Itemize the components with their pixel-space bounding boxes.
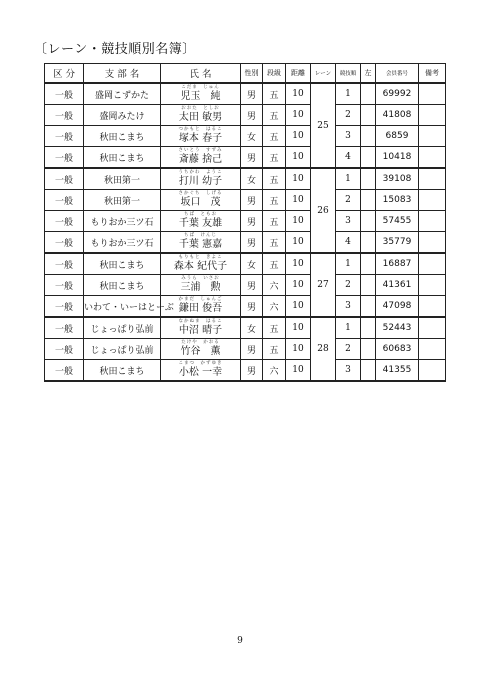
left-cell [361,339,376,360]
name-cell [161,83,241,105]
gender-cell: 男 [241,190,263,211]
person-name: 坂口 茂 [180,197,221,208]
header-remarks: 備考 [419,64,446,84]
left-cell [361,147,376,169]
roster-body [45,83,446,381]
rank-cell: 六 [263,360,286,382]
gender-cell: 男 [241,275,263,296]
table-row [45,275,446,296]
header-rank: 段級 [263,64,286,84]
kubun-cell: 一般 [45,232,84,254]
member-number-cell: 60683 [376,339,419,360]
kubun-cell: 一般 [45,147,84,169]
remarks-cell [419,339,446,360]
table-row [45,339,446,360]
order-cell: 2 [336,339,361,360]
remarks-cell [419,317,446,339]
order-cell: 4 [336,232,361,254]
order-cell: 2 [336,275,361,296]
gender-cell: 男 [241,83,263,105]
kubun-cell: 一般 [45,190,84,211]
member-number-cell: 10418 [376,147,419,169]
name-cell [161,105,241,126]
member-number-cell: 41808 [376,105,419,126]
left-cell [361,317,376,339]
name-reading: ちば ともお [184,212,217,217]
order-cell: 4 [336,147,361,169]
person-name: 千葉 友雄 [178,218,223,229]
order-cell: 1 [336,253,361,275]
person-name: 竹谷 薫 [180,346,221,357]
branch-cell: 秋田第一 [84,190,161,211]
distance-cell: 10 [286,190,311,211]
distance-cell: 10 [286,126,311,147]
kubun-cell: 一般 [45,105,84,126]
distance-cell: 10 [286,253,311,275]
order-cell: 3 [336,211,361,232]
person-name: 塚本 春子 [178,133,223,144]
lane-cell: 26 [311,168,336,253]
kubun-cell: 一般 [45,83,84,105]
left-cell [361,232,376,254]
name-reading: みうら いさお [181,276,220,281]
remarks-cell [419,147,446,169]
name-reading: もりもと きよこ [178,255,223,260]
table-row [45,126,446,147]
branch-cell: 秋田こまち [84,147,161,169]
table-row [45,296,446,318]
left-cell [361,190,376,211]
name-reading: たけや かおる [181,340,220,345]
name-reading: こだま じゅん [181,85,220,90]
member-number-cell: 47098 [376,296,419,318]
branch-cell: 秋田こまち [84,126,161,147]
lane-cell: 25 [311,83,336,168]
gender-cell: 女 [241,253,263,275]
distance-cell: 10 [286,211,311,232]
branch-cell: 秋田こまち [84,253,161,275]
person-name: 鎌田 俊吾 [178,303,223,314]
left-cell [361,253,376,275]
left-cell [361,126,376,147]
order-cell: 1 [336,317,361,339]
kubun-cell: 一般 [45,317,84,339]
member-number-cell: 69992 [376,83,419,105]
name-cell [161,211,241,232]
order-cell: 2 [336,105,361,126]
name-reading: なかぬま はるこ [178,319,223,324]
branch-cell: 秋田こまち [84,360,161,382]
order-cell: 1 [336,83,361,105]
rank-cell: 五 [263,232,286,254]
member-number-cell: 39108 [376,168,419,190]
header-gender: 性別 [241,64,263,84]
member-number-cell: 35779 [376,232,419,254]
left-cell [361,360,376,382]
branch-cell: 秋田こまち [84,275,161,296]
rank-cell: 五 [263,105,286,126]
header-name: 氏 名 [161,64,241,84]
gender-cell: 男 [241,339,263,360]
left-cell [361,275,376,296]
person-name: 児玉 純 [180,91,221,102]
kubun-cell: 一般 [45,126,84,147]
rank-cell: 六 [263,275,286,296]
left-cell [361,168,376,190]
roster-table [44,63,446,382]
distance-cell: 10 [286,317,311,339]
name-reading: かまだ しゅんご [178,297,223,302]
kubun-cell: 一般 [45,211,84,232]
member-number-cell: 41361 [376,275,419,296]
member-number-cell: 16887 [376,253,419,275]
gender-cell: 男 [241,105,263,126]
table-row [45,147,446,169]
table-row [45,317,446,339]
rank-cell: 五 [263,83,286,105]
branch-cell: もりおか三ツ石 [84,211,161,232]
remarks-cell [419,296,446,318]
order-cell: 3 [336,296,361,318]
remarks-cell [419,253,446,275]
remarks-cell [419,360,446,382]
table-row [45,105,446,126]
member-number-cell: 6859 [376,126,419,147]
left-cell [361,296,376,318]
person-name: 斎藤 捨己 [178,154,223,165]
rank-cell: 五 [263,147,286,169]
rank-cell: 五 [263,168,286,190]
header-member-number: 会員番号 [376,64,419,84]
header-kubun: 区 分 [45,64,84,84]
name-reading: うちかわ ようこ [178,170,223,175]
kubun-cell: 一般 [45,168,84,190]
page-number: 9 [237,636,243,646]
name-cell [161,190,241,211]
branch-cell: もりおか三ツ石 [84,232,161,254]
gender-cell: 男 [241,296,263,318]
document-title: 〔レーン・競技順別名簿〕 [34,42,196,57]
branch-cell: じょっぱり弘前 [84,317,161,339]
name-reading: さいとう すずみ [178,148,223,153]
name-cell [161,360,241,382]
lane-cell: 27 [311,253,336,317]
rank-cell: 五 [263,211,286,232]
member-number-cell: 41355 [376,360,419,382]
member-number-cell: 52443 [376,317,419,339]
kubun-cell: 一般 [45,253,84,275]
order-cell: 2 [336,190,361,211]
name-reading: さかぐち しげる [178,191,223,196]
table-row [45,190,446,211]
branch-cell: 盛岡みたけ [84,105,161,126]
distance-cell: 10 [286,147,311,169]
distance-cell: 10 [286,339,311,360]
header-branch: 支 部 名 [84,64,161,84]
gender-cell: 男 [241,360,263,382]
left-cell [361,105,376,126]
person-name: 三浦 勲 [180,282,221,293]
header-distance: 距離 [286,64,311,84]
rank-cell: 五 [263,190,286,211]
gender-cell: 男 [241,211,263,232]
person-name: 千葉 憲嘉 [178,239,223,250]
person-name: 小松 一幸 [178,367,223,378]
branch-cell: じょっぱり弘前 [84,339,161,360]
rank-cell: 五 [263,339,286,360]
name-reading: こまつ かずゆき [178,361,223,366]
table-row [45,83,446,105]
name-cell [161,168,241,190]
gender-cell: 女 [241,126,263,147]
remarks-cell [419,168,446,190]
table-row [45,211,446,232]
header-row [45,64,446,84]
lane-cell: 28 [311,317,336,381]
name-reading: おおた としお [181,106,220,111]
branch-cell: 盛岡こずかた [84,83,161,105]
distance-cell: 10 [286,360,311,382]
member-number-cell: 15083 [376,190,419,211]
remarks-cell [419,105,446,126]
remarks-cell [419,83,446,105]
person-name: 森本 紀代子 [173,261,228,272]
name-cell [161,275,241,296]
remarks-cell [419,232,446,254]
left-cell [361,83,376,105]
branch-cell: いわて・いーはとーぶ [84,296,161,318]
remarks-cell [419,211,446,232]
name-cell [161,232,241,254]
gender-cell: 女 [241,168,263,190]
rank-cell: 五 [263,317,286,339]
order-cell: 3 [336,126,361,147]
table-row [45,253,446,275]
name-reading: つかもと はるこ [178,127,223,132]
name-cell [161,317,241,339]
remarks-cell [419,126,446,147]
name-cell [161,147,241,169]
kubun-cell: 一般 [45,339,84,360]
member-number-cell: 57455 [376,211,419,232]
header-lane: レーン [311,64,336,84]
gender-cell: 男 [241,232,263,254]
order-cell: 3 [336,360,361,382]
table-row [45,168,446,190]
name-cell [161,253,241,275]
left-cell [361,211,376,232]
remarks-cell [419,190,446,211]
gender-cell: 男 [241,147,263,169]
person-name: 打川 幼子 [178,176,223,187]
rank-cell: 五 [263,126,286,147]
distance-cell: 10 [286,275,311,296]
branch-cell: 秋田第一 [84,168,161,190]
table-row [45,360,446,382]
distance-cell: 10 [286,296,311,318]
name-cell [161,339,241,360]
distance-cell: 10 [286,168,311,190]
header-order: 競技順 [336,64,361,84]
rank-cell: 六 [263,296,286,318]
rank-cell: 五 [263,253,286,275]
person-name: 中沼 晴子 [178,325,223,336]
gender-cell: 女 [241,317,263,339]
kubun-cell: 一般 [45,360,84,382]
distance-cell: 10 [286,232,311,254]
order-cell: 1 [336,168,361,190]
distance-cell: 10 [286,83,311,105]
name-cell [161,126,241,147]
header-left: 左 [361,64,376,84]
name-reading: ちば けんじ [184,233,217,238]
kubun-cell: 一般 [45,275,84,296]
kubun-cell: 一般 [45,296,84,318]
person-name: 太田 敏男 [178,112,223,123]
remarks-cell [419,275,446,296]
table-row [45,232,446,254]
distance-cell: 10 [286,105,311,126]
